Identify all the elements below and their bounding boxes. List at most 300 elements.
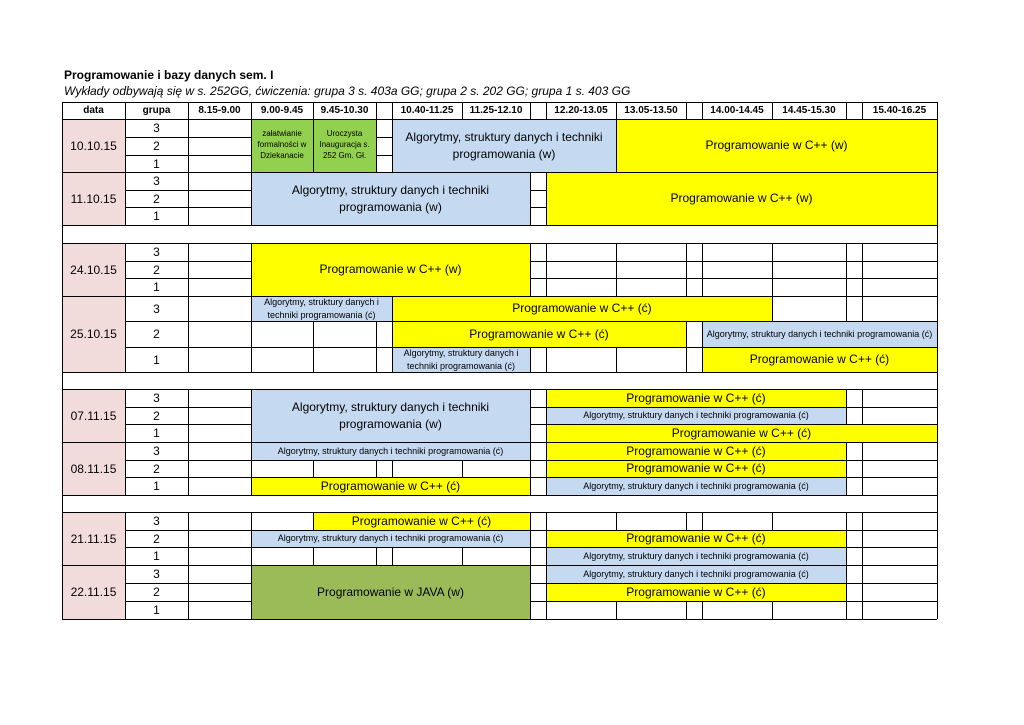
grid-line (772, 495, 846, 496)
grid-line (772, 601, 773, 619)
grid-line (530, 477, 531, 495)
grid-line (188, 261, 251, 262)
grid-line (188, 243, 189, 261)
grid-line (376, 442, 392, 443)
grid-line (313, 321, 376, 322)
grid-line (546, 261, 547, 278)
grid-line (530, 243, 546, 244)
grid-line (376, 512, 392, 513)
grid-line (686, 495, 702, 496)
grid-line (686, 619, 702, 620)
grid-line (546, 601, 547, 619)
grid-line (376, 619, 392, 620)
grid-line (846, 172, 862, 173)
grid-line (686, 321, 702, 322)
grid-line (62, 389, 125, 390)
grid-line (862, 477, 863, 495)
grid-line (846, 601, 862, 602)
grid-line (702, 530, 772, 531)
schedule-event: Uroczysta Inauguracja s. 252 Gm. Gł. (313, 119, 376, 172)
grid-line (313, 530, 376, 531)
grid-line (772, 102, 773, 119)
grid-line (530, 278, 531, 296)
grid-line (616, 619, 686, 620)
grid-line (616, 347, 686, 348)
grid-line (686, 407, 702, 408)
grid-line (686, 278, 702, 279)
schedule-title: Programowanie i bazy danych sem. I (64, 68, 274, 82)
schedule-event: Programowanie w C++ (w) (616, 119, 937, 172)
grid-line (251, 321, 313, 322)
grid-line (530, 347, 531, 372)
grid-line (392, 460, 462, 461)
grid-line (251, 460, 252, 477)
group-cell: 3 (153, 514, 160, 528)
grid-line (546, 565, 616, 566)
grid-line (702, 321, 772, 322)
grid-line (62, 495, 125, 496)
grid-line (616, 155, 617, 172)
column-header: data (83, 105, 104, 116)
grid-line (702, 601, 703, 619)
grid-line (392, 495, 462, 496)
schedule-event: Programowanie w C++ (ć) (546, 583, 846, 601)
grid-line (530, 407, 531, 424)
schedule-event: Programowanie w C++ (w) (546, 172, 937, 225)
grid-line (188, 155, 189, 172)
grid-line (62, 565, 125, 566)
grid-line (702, 261, 703, 278)
grid-line (862, 601, 863, 619)
column-header: 9.45-10.30 (320, 105, 369, 116)
grid-line (530, 512, 531, 530)
grid-line (686, 278, 687, 296)
grid-line (862, 243, 863, 261)
grid-line (125, 565, 126, 583)
grid-line (546, 347, 547, 372)
grid-line (125, 296, 188, 297)
grid-line (530, 477, 546, 478)
grid-line (546, 207, 547, 225)
grid-line (125, 477, 126, 495)
grid-line (251, 102, 252, 119)
schedule-event: Programowanie w C++ (ć) (546, 460, 846, 477)
grid-line (862, 172, 937, 173)
grid-line (392, 547, 462, 548)
column-header (686, 102, 702, 119)
schedule-event: Algorytmy, struktury danych i techniki programowania (w) (251, 172, 530, 225)
grid-line (392, 619, 462, 620)
grid-line (376, 102, 377, 119)
grid-line (188, 495, 251, 496)
grid-line (313, 296, 376, 297)
grid-line (616, 424, 686, 425)
grid-line (251, 261, 252, 278)
grid-line (862, 547, 863, 565)
grid-line (686, 119, 702, 120)
grid-line (313, 442, 376, 443)
grid-line (862, 296, 863, 321)
grid-line (702, 619, 772, 620)
grid-line (772, 565, 846, 566)
grid-line (125, 119, 126, 137)
grid-line (188, 119, 189, 137)
grid-line (251, 389, 252, 407)
grid-line (251, 243, 252, 261)
grid-line (188, 119, 251, 120)
grid-line (846, 119, 862, 120)
grid-line (846, 347, 862, 348)
grid-line (530, 512, 546, 513)
grid-line (188, 407, 189, 424)
grid-line (862, 495, 937, 496)
grid-line (546, 512, 547, 530)
grid-line (188, 547, 189, 565)
grid-line (546, 172, 547, 190)
grid-line (702, 243, 703, 261)
grid-line (188, 583, 251, 584)
grid-line (846, 442, 862, 443)
grid-line (462, 119, 530, 120)
grid-line (862, 243, 937, 244)
date-cell: 10.10.15 (62, 119, 125, 172)
grid-line (530, 207, 531, 225)
grid-line (251, 119, 313, 120)
grid-line (772, 460, 846, 461)
grid-line (251, 278, 252, 296)
grid-line (530, 261, 531, 278)
grid-line (62, 372, 125, 373)
grid-line (125, 296, 126, 321)
grid-line (376, 225, 392, 226)
grid-line (188, 512, 189, 530)
grid-line (686, 583, 702, 584)
grid-line (462, 547, 463, 565)
grid-line (392, 530, 462, 531)
grid-line (686, 512, 702, 513)
column-header: 11.25-12.10 (469, 105, 523, 116)
grid-line (125, 547, 188, 548)
grid-line (188, 565, 189, 583)
grid-line (251, 565, 313, 566)
grid-line (125, 547, 126, 565)
grid-line (62, 619, 125, 620)
grid-line (125, 619, 188, 620)
grid-line (686, 512, 687, 530)
schedule-event: Programowanie w C++ (ć) (313, 512, 530, 530)
grid-line (188, 477, 189, 495)
grid-line (251, 347, 313, 348)
grid-line (846, 321, 862, 322)
grid-line (530, 321, 546, 322)
grid-line (462, 347, 530, 348)
grid-line (546, 442, 616, 443)
grid-line (530, 296, 546, 297)
grid-line (462, 512, 530, 513)
grid-line (686, 225, 702, 226)
grid-line (846, 407, 847, 424)
grid-line (462, 225, 530, 226)
grid-line (546, 424, 547, 442)
grid-line (313, 565, 376, 566)
schedule-event: Algorytmy, struktury danych i techniki programowania (ć) (546, 547, 846, 565)
grid-line (686, 296, 702, 297)
grid-line (862, 407, 937, 408)
grid-line (376, 155, 392, 156)
grid-line (125, 190, 126, 207)
grid-line (530, 207, 546, 208)
grid-line (251, 407, 252, 424)
group-cell: 2 (153, 531, 160, 546)
grid-line (862, 424, 937, 425)
grid-line (392, 119, 393, 137)
grid-line (188, 530, 251, 531)
grid-line (702, 495, 772, 496)
schedule-event: Programowanie w C++ (ć) (546, 530, 846, 547)
grid-line (772, 372, 846, 373)
schedule-event: Algorytmy, struktury danych i techniki programowania (ć) (702, 321, 937, 347)
grid-line (251, 512, 252, 530)
group-cell: 3 (153, 174, 160, 188)
grid-line (846, 601, 847, 619)
grid-line (125, 407, 188, 408)
grid-line (392, 102, 393, 119)
group-cell: 1 (153, 426, 160, 440)
grid-line (125, 460, 188, 461)
grid-line (251, 442, 252, 460)
grid-line (686, 547, 702, 548)
grid-line (62, 102, 63, 619)
grid-line (846, 583, 847, 601)
grid-line (530, 190, 546, 191)
group-cell: 1 (153, 549, 160, 563)
grid-line (686, 601, 702, 602)
grid-line (188, 512, 251, 513)
grid-line (125, 119, 188, 120)
grid-line (546, 172, 616, 173)
grid-line (530, 372, 546, 373)
grid-line (530, 547, 531, 565)
grid-line (772, 477, 846, 478)
grid-line (616, 389, 686, 390)
group-cell: 3 (153, 301, 160, 316)
grid-line (313, 225, 376, 226)
grid-line (313, 243, 376, 244)
schedule-event: Programowanie w C++ (w) (251, 243, 530, 296)
grid-line (546, 442, 547, 460)
grid-line (251, 137, 252, 155)
grid-line (125, 261, 188, 262)
grid-line (251, 190, 252, 207)
grid-line (188, 278, 189, 296)
date-cell: 11.10.15 (62, 172, 125, 225)
grid-line (125, 347, 188, 348)
grid-line (846, 372, 862, 373)
grid-line (125, 512, 188, 513)
group-cell: 1 (153, 280, 160, 294)
grid-line (862, 119, 937, 120)
grid-line (686, 477, 702, 478)
date-cell: 07.11.15 (62, 389, 125, 442)
grid-line (616, 495, 686, 496)
grid-line (376, 460, 392, 461)
grid-line (702, 102, 703, 119)
grid-line (462, 460, 463, 477)
grid-line (616, 601, 617, 619)
grid-line (125, 407, 126, 424)
grid-line (376, 530, 392, 531)
group-cell: 1 (153, 352, 160, 367)
grid-line (546, 321, 616, 322)
grid-line (125, 207, 126, 225)
grid-line (392, 172, 462, 173)
grid-line (62, 172, 125, 173)
grid-line (772, 243, 773, 261)
grid-line (616, 477, 686, 478)
grid-line (188, 296, 189, 321)
grid-line (251, 547, 252, 565)
grid-line (125, 583, 126, 601)
grid-line (392, 321, 462, 322)
grid-line (702, 512, 772, 513)
grid-line (862, 261, 863, 278)
grid-line (188, 207, 189, 225)
grid-line (686, 172, 702, 173)
grid-line (125, 137, 188, 138)
grid-line (686, 321, 687, 347)
grid-line (546, 495, 616, 496)
date-cell: 21.11.15 (62, 512, 125, 565)
grid-line (125, 225, 188, 226)
grid-line (251, 347, 252, 372)
grid-line (772, 547, 846, 548)
grid-line (188, 442, 251, 443)
grid-line (862, 102, 863, 119)
grid-line (376, 321, 392, 322)
grid-line (616, 278, 617, 296)
schedule-event: Programowanie w C++ (ć) (546, 442, 846, 460)
grid-line (616, 137, 617, 155)
grid-line (188, 172, 251, 173)
grid-line (686, 102, 687, 119)
grid-line (530, 389, 546, 390)
grid-line (616, 547, 686, 548)
grid-line (530, 407, 546, 408)
grid-line (702, 601, 772, 602)
column-header: 9.00-9.45 (260, 105, 304, 116)
grid-line (862, 477, 937, 478)
grid-line (188, 389, 189, 407)
grid-line (546, 190, 547, 207)
grid-line (125, 565, 188, 566)
grid-line (772, 601, 846, 602)
grid-line (125, 477, 188, 478)
grid-line (772, 321, 846, 322)
grid-line (313, 137, 314, 155)
grid-line (546, 102, 547, 119)
grid-line (392, 347, 393, 372)
grid-line (546, 225, 616, 226)
grid-line (188, 137, 251, 138)
grid-line (772, 119, 846, 120)
grid-line (862, 442, 937, 443)
schedule-subtitle: Wykłady odbywają się w s. 252GG, ćwiczenia: grupa 3 s. 403a GG; grupa 2 s. 202 GG; grupa 1 s. 403 GG (64, 84, 631, 98)
grid-line (772, 278, 846, 279)
column-header (376, 102, 392, 119)
grid-line (125, 442, 188, 443)
group-cell: 3 (153, 567, 160, 581)
schedule-event: Algorytmy, struktury danych i techniki programowania (ć) (251, 442, 530, 460)
grid-line (846, 512, 862, 513)
grid-line (702, 547, 772, 548)
grid-line (530, 460, 531, 477)
grid-line (125, 261, 126, 278)
schedule-event: Algorytmy, struktury danych i techniki programowania (w) (251, 389, 530, 442)
grid-line (125, 321, 188, 322)
grid-line (188, 460, 251, 461)
grid-line (846, 102, 847, 119)
grid-line (702, 583, 772, 584)
grid-line (546, 243, 616, 244)
grid-line (313, 547, 376, 548)
grid-line (188, 172, 189, 190)
grid-line (392, 243, 462, 244)
grid-line (530, 565, 531, 583)
grid-line (530, 583, 546, 584)
schedule-event: Algorytmy, struktury danych i techniki programowania (ć) (546, 565, 846, 583)
grid-line (251, 372, 313, 373)
grid-line (686, 442, 702, 443)
grid-line (392, 155, 393, 172)
grid-line (862, 278, 863, 296)
grid-line (392, 389, 462, 390)
group-cell: 3 (153, 245, 160, 259)
grid-line (462, 530, 530, 531)
grid-line (251, 619, 313, 620)
grid-line (188, 460, 189, 477)
grid-line (862, 261, 937, 262)
grid-line (313, 460, 314, 477)
column-header (846, 102, 862, 119)
grid-line (702, 442, 772, 443)
grid-line (251, 460, 313, 461)
grid-line (313, 155, 314, 172)
grid-line (616, 407, 686, 408)
grid-line (862, 460, 937, 461)
group-cell: 1 (153, 603, 160, 617)
grid-line (125, 347, 126, 372)
grid-line (846, 512, 847, 530)
grid-line (772, 261, 773, 278)
grid-line (251, 530, 252, 547)
grid-line (530, 530, 531, 547)
grid-line (251, 477, 313, 478)
grid-line (772, 512, 846, 513)
grid-line (772, 261, 846, 262)
grid-line (546, 530, 616, 531)
grid-line (125, 372, 188, 373)
grid-line (772, 296, 773, 321)
grid-line (772, 243, 846, 244)
grid-line (772, 278, 773, 296)
grid-line (462, 102, 463, 119)
grid-line (686, 389, 702, 390)
grid-line (392, 296, 393, 321)
group-cell: 2 (153, 191, 160, 206)
grid-line (862, 565, 863, 583)
grid-line (125, 601, 126, 619)
grid-line (846, 296, 847, 321)
